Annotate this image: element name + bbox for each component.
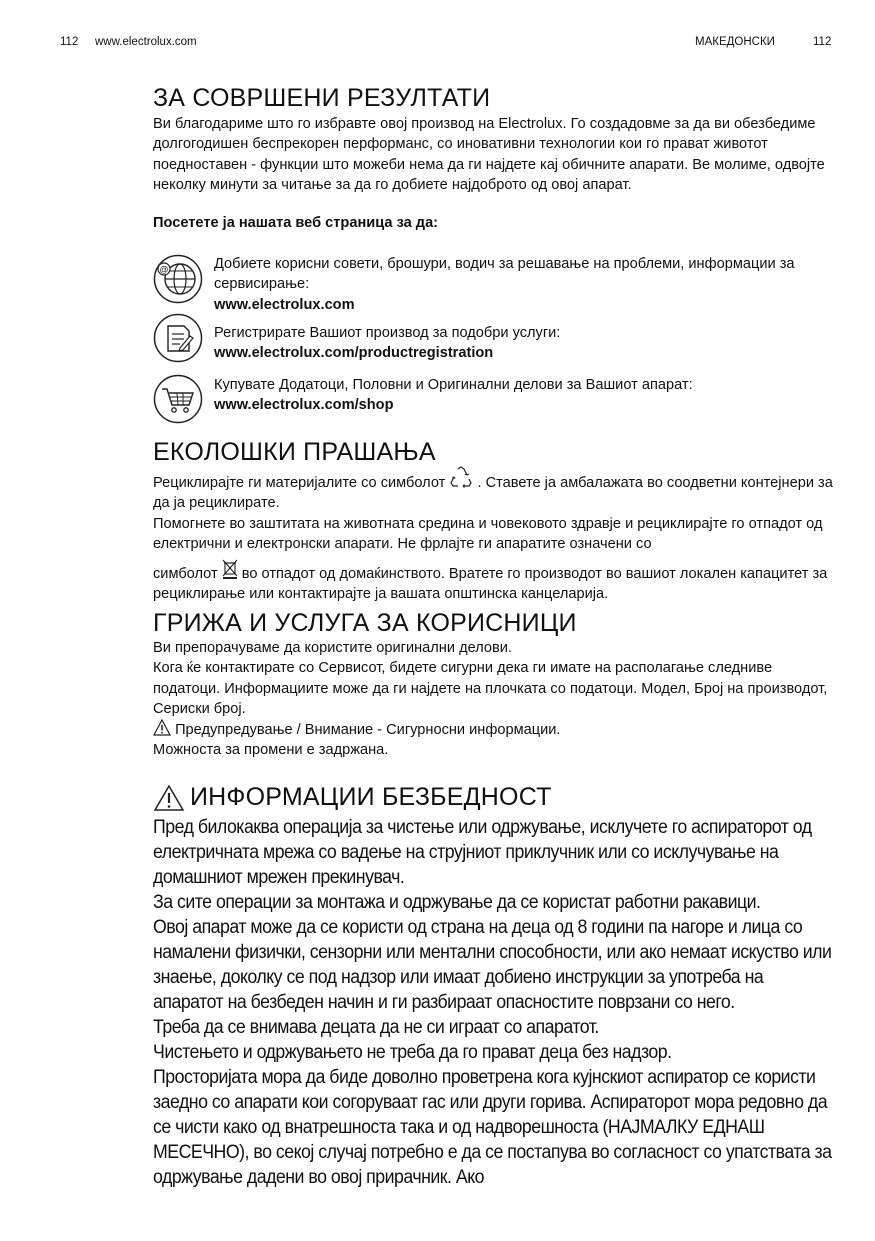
safety-heading [153, 783, 833, 812]
safety-paragraph: Пред билокаква операција за чистење или одржување, исклучете го аспираторот од електричната мрежа со вадење на струјниот приклучник или со исклучување на домашниот мрежен прекинувач. [153, 817, 812, 888]
section-title: ЗА СОВРШЕНИ РЕЗУЛТАТИ [153, 84, 491, 112]
list-item-text: Купувате Додатоци, Половни и Оригинални делови за Вашиот апарат: [214, 377, 693, 393]
list-item [153, 313, 560, 364]
section-perfect-results [153, 84, 833, 233]
list-item [153, 374, 693, 424]
care-line: Кога ќе контактирате со Сервисот, бидете сигурни дека ги имате на располагање следниве податоци. Информациите може да ги најдете на плочката со податоци. Модел, Број на производот, Сериски број. [153, 660, 828, 718]
header-language: МАКЕДОНСКИ [695, 36, 775, 48]
warning-icon [153, 784, 185, 812]
registration-link[interactable]: www.electrolux.com/productregistration [214, 345, 494, 362]
website-link[interactable]: www.electrolux.com [214, 296, 355, 313]
crossed-bin-icon [222, 559, 238, 579]
shopping-cart-icon [153, 374, 203, 424]
safety-text [153, 815, 834, 1190]
svg-text:@: @ [159, 264, 169, 275]
weee-paragraph-cont: симболот во отпадот од домаќинството. Вратете го производот во вашиот локален капацитет за рециклирање или контактирајте ја вашата општинска канцеларија. [153, 564, 833, 605]
page-number-left: 112 [60, 36, 79, 48]
warning-icon [153, 719, 171, 736]
visit-heading: Посетете ја нашата веб страница за да: [153, 214, 439, 231]
weee-paragraph: Помогнете во заштитата на животната средина и човековото здравје и рециклирајте го отпадот од електрични и електронски апарати. Не фрлајте ги апаратите означени со [153, 515, 823, 553]
section-title: ГРИЖА И УСЛУГА ЗА КОРИСНИЦИ [153, 609, 577, 637]
list-item [153, 254, 875, 315]
recycle-icon [449, 465, 473, 489]
registration-icon [153, 313, 203, 363]
intro-paragraph: Ви благодариме што го избравте овој производ на Electrolux. Го создадовме за да ви обезбедиме долгогодишен беспрекорен перформанс, со иновативни технологии кои го прават животот поедноставен - функции што можеби нема да ги најдете кај обичните апарати. Ве молиме, одвојте неколку минути за читање за да го добиете најдоброто од овој апарат. [153, 116, 825, 194]
shop-link[interactable]: www.electrolux.com/shop [214, 397, 394, 414]
safety-paragraph: Треба да се внимава децата да не си играат со апаратот. [153, 1017, 599, 1038]
list-item-text: Регистрирате Вашиот производ за подобри услуги: [214, 325, 561, 341]
warning-line: Предупредување / Внимание - Сигурносни информации. [153, 720, 833, 740]
section-environment [153, 438, 833, 604]
section-title: ИНФОРМАЦИИ БЕЗБЕДНОСТ [190, 783, 552, 811]
section-customer-care [153, 609, 833, 760]
care-line: Ви препорачуваме да користите оригинални делови. [153, 640, 512, 656]
safety-paragraph: Просторијата мора да биде доволно проветрена кога кујнскиот аспиратор се користи заедно со апарати кои согоруваат гас или други горива. Аспираторот мора редовно да се чисти како од внатрешноста така и од надворешноста (НАЈМАЛКУ ЕДНАШ МЕСЕЧНО), во секој случај потребно е да се постапува во согласност со упатствата за одржување дадени во овој прирачник. Ако [153, 1067, 832, 1188]
globe-icon [153, 254, 203, 304]
header-website: www.electrolux.com [95, 36, 197, 48]
section-safety [153, 783, 833, 1190]
page-number-right: 112 [813, 36, 832, 48]
recycle-paragraph: Рециклирајте ги материјалите со симболот . Ставете ја амбалажата во соодветни контејнери за да ја рециклирате. [153, 473, 833, 514]
safety-paragraph: Овој апарат може да се користи од страна на деца од 8 години па нагоре и лица со намалени физички, сензорни или ментални способности, или ако немаат искуство или знаење, доколку се под надзор или имаат добиено инструкции за употреба на апаратот на безбеден начин и ги разбираат опасностите поврзани со него. [153, 917, 832, 1013]
list-item-text: Добиете корисни совети, брошури, водич за решавање на проблеми, информации за сервисирање: [214, 256, 795, 293]
reserve-line: Можноста за промени е задржана. [153, 742, 389, 759]
safety-paragraph: Чистењето и одржувањето не треба да го прават деца без надзор. [153, 1042, 672, 1063]
safety-paragraph: За сите операции за монтажа и одржување да се користат работни ракавици. [153, 892, 761, 913]
section-title: ЕКОЛОШКИ ПРАШАЊА [153, 438, 436, 466]
